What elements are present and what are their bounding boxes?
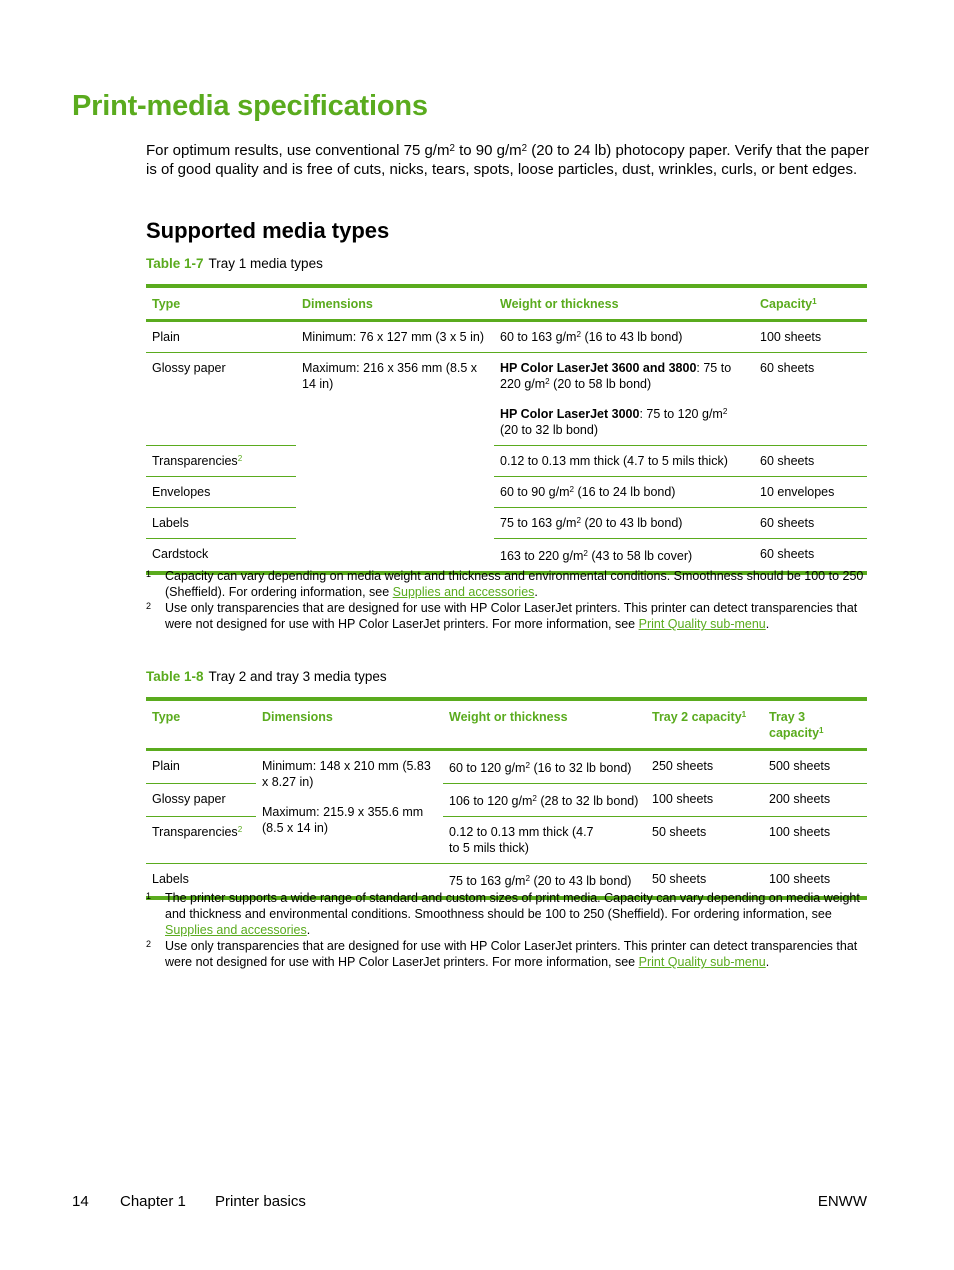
table2 — [146, 697, 867, 900]
table1-header-dimensions: Dimensions — [296, 286, 494, 321]
cell-type: Cardstock — [146, 539, 296, 574]
cell-weight: 60 to 163 $g/m^2$ (16 to 43 lb bond) — [494, 321, 754, 353]
page-number: 14 — [72, 1193, 89, 1210]
table2-header-dimensions: Dimensions — [256, 699, 443, 750]
cell-dimensions: Minimum: 148 x 210 mm (5.83 x 8.27 in) Maximum: 215.9 x 355.6 mm (8.5 x 14 in) — [262, 759, 431, 835]
cell-capacity: 10 envelopes — [754, 477, 867, 508]
table1-footnote-2: 2 Use only transparencies that are designed for use with HP Color LaserJet printers. This printer can detect transparencies that were not designed for use with HP Color LaserJet printers. For more information, see Print Quality sub-menu. — [146, 601, 858, 631]
cell-weight: 60 to 90 $g/m^2$ (16 to 24 lb bond) — [494, 477, 754, 508]
cell-tray3: 500 sheets — [763, 750, 867, 784]
table-row — [146, 353, 867, 446]
table-row — [146, 446, 867, 477]
cell-type: Labels — [146, 508, 296, 539]
cell-dimensions-max: Maximum: 216 x 356 mm (8.5 x 14 in) — [296, 353, 494, 574]
table1-caption: Table 1-7 Tray 1 media types — [146, 256, 323, 271]
table2-footnote-2: 2 Use only transparencies that are designed for use with HP Color LaserJet printers. This printer can detect transparencies that were not designed for use with HP Color LaserJet printers. For more information, see Print Quality sub-menu. — [146, 939, 858, 969]
cell-type: Glossy paper — [146, 784, 256, 817]
cell-weight: 75 to 163 $g/m^2$ (20 to 43 lb bond) — [443, 864, 646, 899]
table2-header-tray2: Tray 2 capacity$^1$ — [646, 699, 763, 750]
table-row — [146, 817, 867, 864]
table1-header-weight: Weight or thickness — [494, 286, 754, 321]
cell-weight: 163 to 220 $g/m^2$ (43 to 58 lb cover) — [494, 539, 754, 574]
cell-tray2: 100 sheets — [646, 784, 763, 817]
cell-tray3: 100 sheets — [763, 864, 867, 899]
supplies-accessories-link[interactable]: Supplies and accessories — [392, 585, 535, 599]
footer-chapter: Chapter 1 — [120, 1193, 186, 1210]
table-row — [146, 508, 867, 539]
cell-tray3: 200 sheets — [763, 784, 867, 817]
table-row — [146, 784, 867, 817]
table1-header-row — [146, 286, 867, 321]
cell-dimensions-min: Minimum: 76 x 127 mm (3 x 5 in) — [296, 321, 494, 353]
cell-tray3: 100 sheets — [763, 817, 867, 864]
cell-weight: 60 to 120 $g/m^2$ (16 to 32 lb bond) — [443, 750, 646, 784]
print-quality-link[interactable]: Print Quality sub-menu — [638, 955, 766, 969]
cell-weight: 0.12 to 0.13 mm thick (4.7 to 5 mils thick) — [443, 817, 646, 864]
cell-type: Transparencies$^2$ — [146, 446, 296, 477]
table2-footnote-1: 1 The printer supports a wide range of standard and custom sizes of print media. Capacity can vary depending on media weight and thickness and environmental conditions. Smoothness should be 100 to 250 (Sheffield). For ordering information, see Supplies and accessories. — [146, 891, 860, 937]
table2-header-row — [146, 699, 867, 750]
cell-capacity: 60 sheets — [754, 446, 867, 477]
table1-header-type: Type — [146, 286, 296, 321]
cell-type: Envelopes — [146, 477, 296, 508]
cell-type: Labels — [146, 864, 256, 899]
table-row — [146, 750, 867, 784]
supplies-accessories-link[interactable]: Supplies and accessories — [165, 923, 307, 937]
cell-weight: 106 to 120 $g/m^2$ (28 to 32 lb bond) — [443, 784, 646, 817]
cell-capacity: 60 sheets — [754, 353, 867, 446]
table2-header-type: Type — [146, 699, 256, 750]
table1-header-capacity: Capacity$^1$ — [754, 286, 867, 321]
cell-tray2: 50 sheets — [646, 817, 763, 864]
cell-tray2: 250 sheets — [646, 750, 763, 784]
footer-locale: ENWW — [817, 1193, 867, 1210]
table2-header-tray3: Tray 3 capacity$^1$ — [763, 699, 867, 750]
cell-type: Plain — [146, 321, 296, 353]
cell-capacity: 60 sheets — [754, 508, 867, 539]
cell-type: Glossy paper — [146, 353, 296, 446]
cell-capacity: 100 sheets — [754, 321, 867, 353]
cell-type: Transparencies$^2$ — [146, 817, 256, 864]
section-title: Supported media types — [146, 218, 390, 243]
table1-footnote-1: 1 Capacity can vary depending on media weight and thickness and environmental conditions. Smoothness should be 100 to 250 (Sheffield). For ordering information, see Supplies and accessories. — [146, 569, 864, 599]
cell-tray2: 50 sheets — [646, 864, 763, 899]
cell-weight: 0.12 to 0.13 mm thick (4.7 to 5 mils thick) — [494, 446, 754, 477]
cell-weight: 75 to 163 $g/m^2$ (20 to 43 lb bond) — [494, 508, 754, 539]
intro-paragraph: For optimum results, use conventional 75 $g/m^2$ to 90 $g/m^2$ (20 to 24 lb) photocopy paper. Verify that the paper is of good quality and is free of cuts, nicks, tears, spots, loose particles, dust, wrinkles, curls, or bent edges. — [146, 142, 869, 178]
cell-capacity: 60 sheets — [754, 539, 867, 574]
table1 — [146, 284, 867, 575]
page-title: Print-media specifications — [72, 90, 428, 122]
table-row — [146, 321, 867, 353]
footer-chapter-title: Printer basics — [215, 1193, 306, 1210]
table-row — [146, 477, 867, 508]
table2-caption: Table 1-8 Tray 2 and tray 3 media types — [146, 669, 387, 684]
cell-type: Plain — [146, 750, 256, 784]
print-quality-link[interactable]: Print Quality sub-menu — [638, 617, 766, 631]
table2-header-weight: Weight or thickness — [443, 699, 646, 750]
cell-weight: HP Color LaserJet 3600 and 3800: 75 to 220 $g/m^2$ (20 to 58 lb bond) HP Color LaserJet 3000: 75 to 120 $g/m^2$ (20 to 32 lb bond) — [494, 353, 754, 446]
